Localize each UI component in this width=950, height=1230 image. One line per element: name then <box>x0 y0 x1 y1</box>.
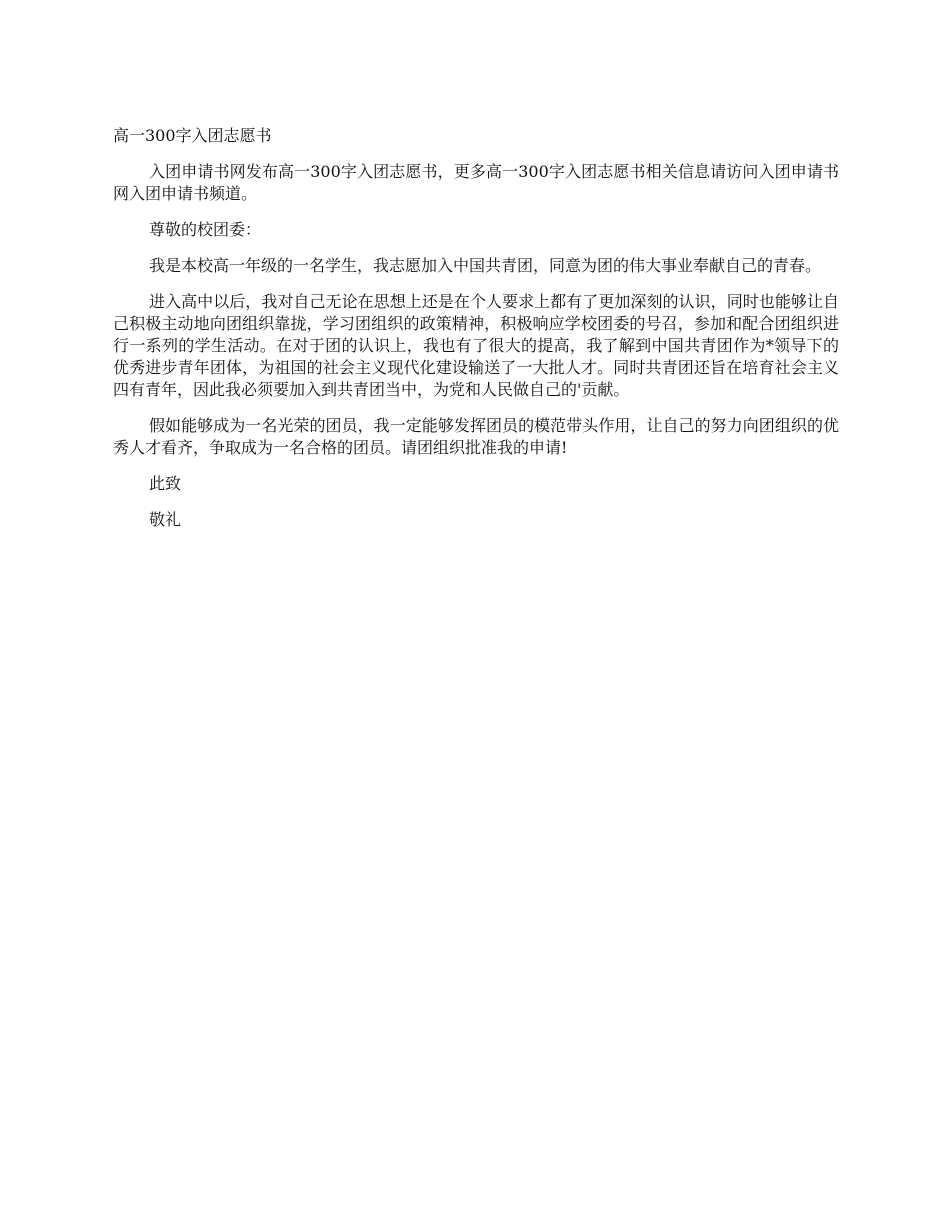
intro-paragraph: 入团申请书网发布高一300字入团志愿书，更多高一300字入团志愿书相关信息请访问入团申请书网入团申请书频道。 <box>113 162 839 203</box>
body-paragraph-3: 假如能够成为一名光荣的团员，我一定能够发挥团员的模范带头作用，让自己的努力向团组织的优秀人才看齐，争取成为一名合格的团员。请团组织批准我的申请! <box>113 416 839 457</box>
body-paragraph-2: 进入高中以后，我对自己无论在思想上还是在个人要求上都有了更加深刻的认识，同时也能够让自己积极主动地向团组织靠拢，学习团组织的政策精神，积极响应学校团委的号召，参加和配合团组织进行一系列的学生活动。在对于团的认识上，我也有了很大的提高，我了解到中国共青团作为*领导下的优秀进步青年团体，为祖国的社会主义现代化建设输送了一大批人才。同时共青团还旨在培育社会主义四有青年，因此我必须要加入到共青团当中，为党和人民做自己的'贡献。 <box>113 292 839 399</box>
body-paragraph-1: 我是本校高一年级的一名学生，我志愿加入中国共青团，同意为团的伟大事业奉献自己的青春。 <box>149 256 822 275</box>
closing-line-1: 此致 <box>149 474 182 493</box>
document-page <box>113 125 839 545</box>
salutation: 尊敬的校团委： <box>149 220 262 239</box>
document-title: 高一300字入团志愿书 <box>113 126 272 145</box>
closing-line-2: 敬礼 <box>149 510 182 529</box>
